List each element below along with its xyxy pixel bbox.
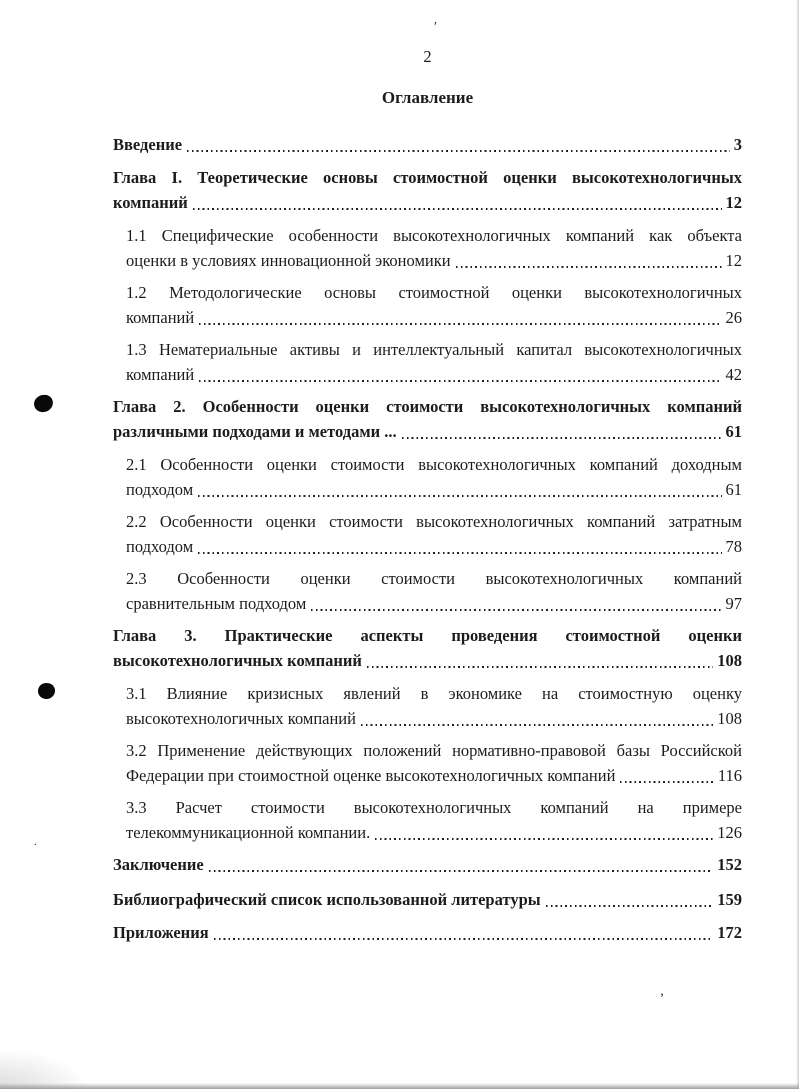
dot-leader bbox=[199, 323, 721, 325]
dot-leader bbox=[361, 724, 713, 726]
toc-entry-line: 2.3 Особенности оценки стоимости высокотехнологичных компаний bbox=[126, 569, 742, 588]
toc-entry-page: 97 bbox=[725, 594, 742, 613]
toc-entry bbox=[113, 623, 742, 673]
toc-entry-line: 3.2 Применение действующих положений нормативно-правовой базы Российской bbox=[126, 741, 742, 760]
dot-leader bbox=[193, 208, 722, 210]
toc-entry-line: Глава 2. Особенности оценки стоимости высокотехнологичных компаний bbox=[113, 397, 742, 416]
dot-leader bbox=[198, 495, 721, 497]
toc-entry-line: 1.1 Специфические особенности высокотехнологичных компаний как объекта bbox=[126, 226, 742, 245]
toc-entry bbox=[113, 887, 742, 912]
scan-edge bbox=[0, 1083, 799, 1089]
toc-entry-text: высокотехнологичных компаний bbox=[126, 709, 356, 728]
toc-entry-page: 3 bbox=[733, 135, 742, 154]
toc-entry-text: компаний bbox=[126, 308, 195, 327]
dot-leader bbox=[546, 905, 714, 907]
toc-entry-page: 61 bbox=[725, 422, 742, 441]
toc-entry bbox=[113, 681, 742, 731]
dot-leader bbox=[199, 380, 721, 382]
dot-leader bbox=[402, 437, 722, 439]
dot-leader bbox=[214, 938, 714, 940]
toc-entry-line: Глава 3. Практические аспекты проведения стоимостной оценки bbox=[113, 626, 742, 645]
toc-content bbox=[113, 44, 742, 953]
toc-entry bbox=[113, 337, 742, 387]
toc-entry-page: 159 bbox=[717, 890, 742, 909]
toc-entry-line: 1.3 Нематериальные активы и интеллектуальный капитал высокотехнологичных bbox=[126, 340, 742, 359]
dot-leader bbox=[620, 781, 713, 783]
toc-entry-line: 1.2 Методологические основы стоимостной оценки высокотехнологичных bbox=[126, 283, 742, 302]
toc-entry bbox=[113, 280, 742, 330]
scan-speck: ' bbox=[431, 19, 438, 36]
toc-entry-page: 12 bbox=[725, 193, 742, 212]
toc-entry bbox=[113, 394, 742, 444]
toc-entry bbox=[113, 566, 742, 616]
toc-entry bbox=[113, 452, 742, 502]
ink-blot-icon bbox=[32, 393, 54, 414]
toc-entry bbox=[113, 132, 742, 157]
toc-entry bbox=[113, 165, 742, 215]
toc-entry bbox=[113, 795, 742, 845]
toc-entry-text: Федерации при стоимостной оценке высокотехнологичных компаний bbox=[126, 766, 616, 785]
toc-entry-page: 26 bbox=[725, 308, 742, 327]
toc-entry-page: 126 bbox=[717, 823, 742, 842]
toc-entry-line: 2.1 Особенности оценки стоимости высокотехнологичных компаний доходным bbox=[126, 455, 742, 474]
page-title: Оглавление bbox=[381, 88, 474, 107]
toc-entry-text: Введение bbox=[113, 135, 183, 154]
toc-entry-page: 116 bbox=[717, 766, 742, 785]
toc-entry-line: 3.1 Влияние кризисных явлений в экономике на стоимостную оценку bbox=[126, 684, 742, 703]
toc-entry-page: 108 bbox=[717, 651, 742, 670]
toc-entry-text: различными подходами и методами ... bbox=[113, 422, 397, 441]
toc-entry bbox=[113, 852, 742, 877]
toc-entry bbox=[113, 738, 742, 788]
dot-leader bbox=[367, 666, 713, 668]
toc-entry-page: 152 bbox=[717, 855, 742, 874]
toc-entry-page: 108 bbox=[717, 709, 742, 728]
toc-entry-line: Глава I. Теоретические основы стоимостной оценки высокотехнологичных bbox=[113, 168, 742, 187]
dot-leader bbox=[456, 266, 722, 268]
toc-entry-text: оценки в условиях инновационной экономики bbox=[126, 251, 451, 270]
toc-entry-page: 42 bbox=[725, 365, 742, 384]
toc-entry bbox=[113, 920, 742, 945]
toc-entry-text: подходом bbox=[126, 537, 194, 556]
toc-entry bbox=[113, 509, 742, 559]
toc-entry-text: Приложения bbox=[113, 923, 209, 942]
dot-leader bbox=[311, 609, 721, 611]
toc-entry-page: 172 bbox=[717, 923, 742, 942]
dot-leader bbox=[209, 870, 714, 872]
toc-entry-page: 78 bbox=[725, 537, 742, 556]
toc-entry-text: высокотехнологичных компаний bbox=[113, 651, 362, 670]
dot-leader bbox=[198, 552, 721, 554]
toc-entry-text: Библиографический список использованной литературы bbox=[113, 890, 541, 909]
page-number: 2 bbox=[423, 47, 432, 66]
toc-entry-text: Заключение bbox=[113, 855, 204, 874]
toc-list bbox=[113, 132, 742, 945]
toc-entry-text: компаний bbox=[113, 193, 188, 212]
toc-entry-text: подходом bbox=[126, 480, 194, 499]
toc-entry-text: компаний bbox=[126, 365, 195, 384]
toc-entry bbox=[113, 223, 742, 273]
scan-speck: , bbox=[659, 983, 665, 1000]
toc-entry-page: 61 bbox=[725, 480, 742, 499]
dot-leader bbox=[187, 150, 730, 152]
toc-entry-text: сравнительным подходом bbox=[126, 594, 307, 613]
toc-entry-line: 2.2 Особенности оценки стоимости высокотехнологичных компаний затратным bbox=[126, 512, 742, 531]
toc-entry-line: 3.3 Расчет стоимости высокотехнологичных компаний на примере bbox=[126, 798, 742, 817]
scan-speck: . bbox=[34, 836, 37, 848]
ink-blot-icon bbox=[37, 682, 56, 700]
toc-entry-text: телекоммуникационной компании. bbox=[126, 823, 371, 842]
dot-leader bbox=[375, 838, 713, 840]
toc-entry-page: 12 bbox=[725, 251, 742, 270]
